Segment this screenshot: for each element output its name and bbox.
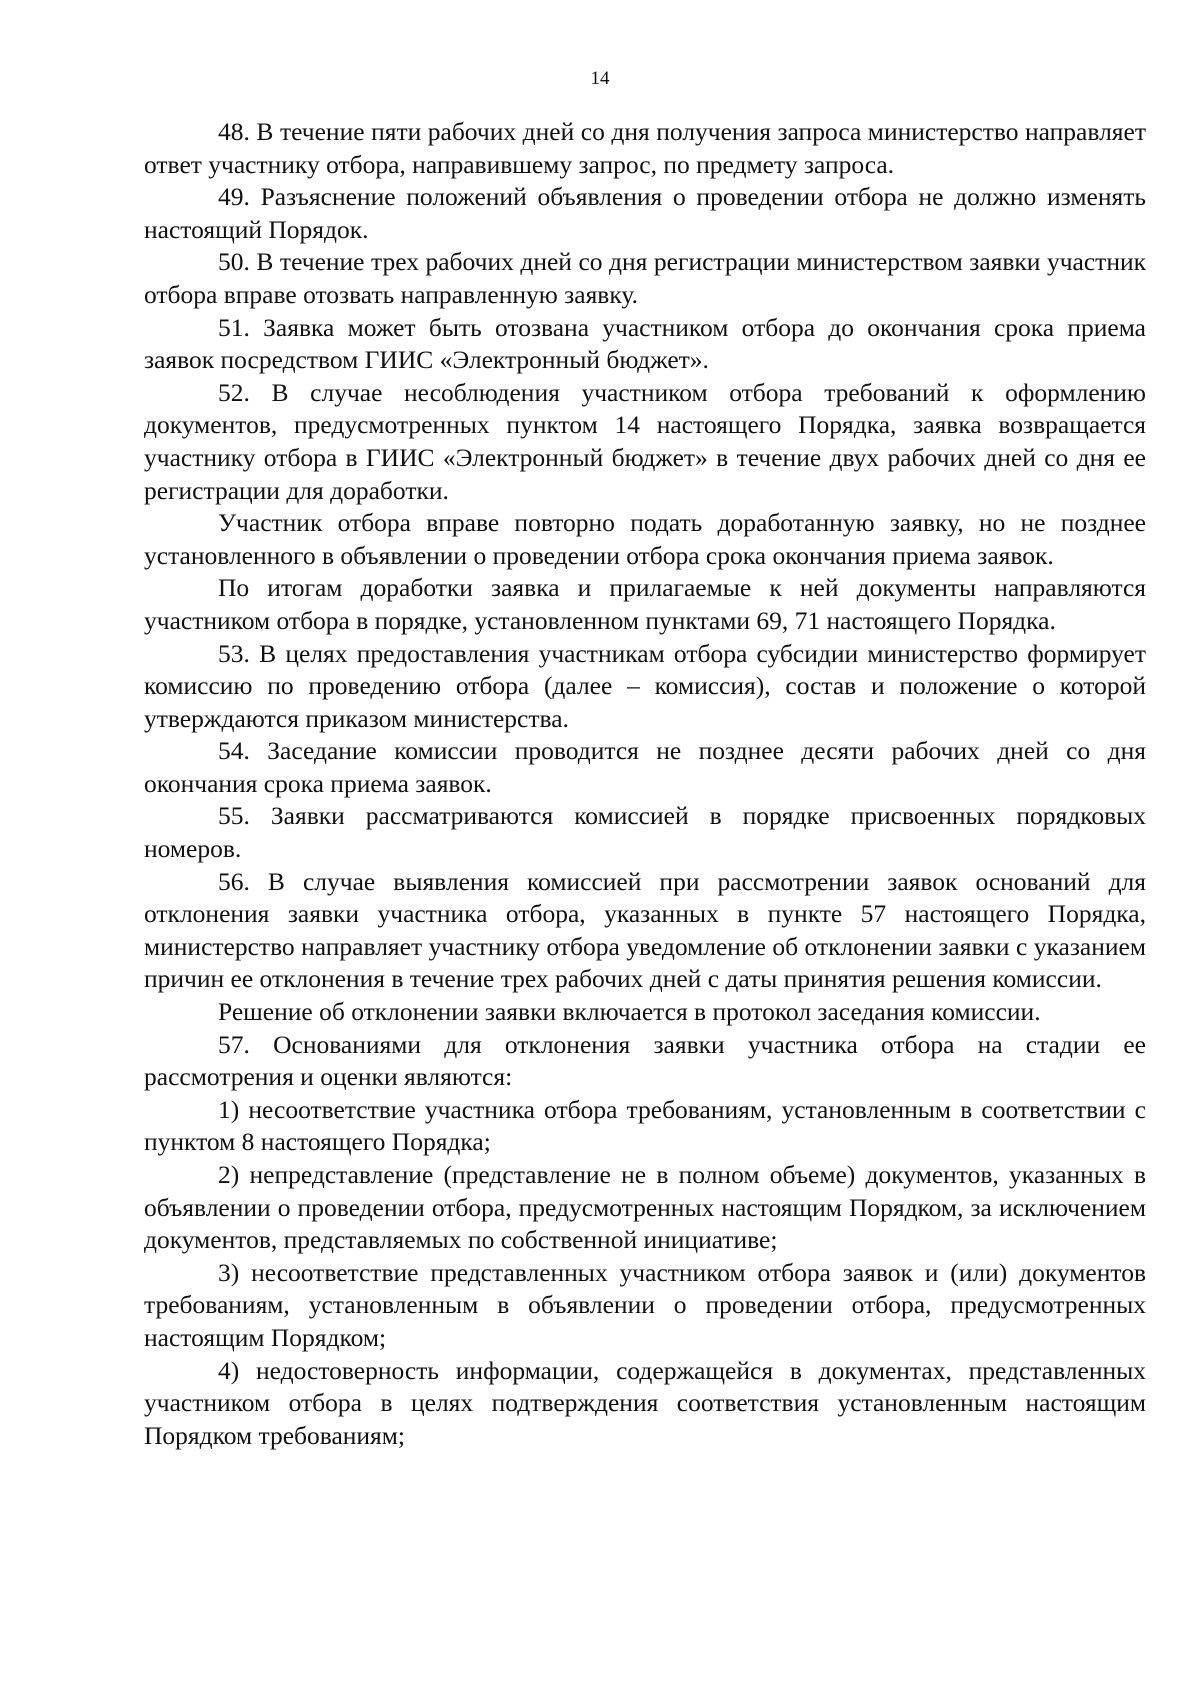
paragraph-52-resubmit: Участник отбора вправе повторно подать доработанную заявку, но не позднее установленного в объявлении о проведении отбора срока окончания приема заявок. [144,508,1146,570]
list-item-1: 1) несоответствие участника отбора требованиям, установленным в соответствии с пунктом 8 настоящего Порядка; [144,1094,1146,1157]
page-number: 14 [590,68,610,89]
paragraph-51: 51. Заявка может быть отозвана участником отбора до окончания срока приема заявок посредством ГИИС «Электронный бюджет». [144,312,1146,375]
document-body [144,116,1146,1452]
paragraph-52-result: По итогам доработки заявка и прилагаемые к ней документы направляются участником отбора в порядке, установленном пунктами 69, 71 настоящего Порядка. [144,573,1146,635]
paragraph-56-decision: Решение об отклонении заявки включается в протокол заседания комиссии. [218,997,1041,1027]
paragraph-55: 55. Заявки рассматриваются комиссией в порядке присвоенных порядковых номеров. [144,801,1146,864]
paragraph-49: 49. Разъяснение положений объявления о проведении отбора не должно изменять настоящий Порядок. [144,182,1146,244]
paragraph-52: 52. В случае несоблюдения участником отбора требований к оформлению документов, предусмотренных пунктом 14 настоящего Порядка, заявка возвращается участнику отбора в ГИИС «Электронный бюджет» в течение двух рабочих дней со дня ее регистрации для доработки. [144,377,1146,505]
paragraph-48: 48. В течение пяти рабочих дней со дня получения запроса министерство направляет ответ участнику отбора, направившему запрос, по предмету запроса. [144,117,1146,179]
paragraph-50: 50. В течение трех рабочих дней со дня регистрации министерством заявки участник отбора вправе отозвать направленную заявку. [144,247,1146,309]
paragraph-54: 54. Заседание комиссии проводится не позднее десяти рабочих дней со дня окончания срока приема заявок. [144,736,1146,798]
paragraph-53: 53. В целях предоставления участникам отбора субсидии министерство формирует комиссию по проведению отбора (далее – комиссия), состав и положение о которой утверждаются приказом министерства. [144,638,1146,733]
paragraph-57: 57. Основаниями для отклонения заявки участника отбора на стадии ее рассмотрения и оценки являются: [144,1029,1146,1092]
list-item-2: 2) непредставление (представление не в полном объеме) документов, указанных в объявлении о проведении отбора, предусмотренных настоящим Порядком, за исключением документов, представляемых по собственной инициативе; [144,1160,1146,1255]
list-item-3: 3) несоответствие представленных участником отбора заявок и (или) документов требованиям, установленным в объявлении о проведении отбора, предусмотренных настоящим Порядком; [144,1257,1146,1352]
list-item-4: 4) недостоверность информации, содержащейся в документах, представленных участником отбора в целях подтверждения соответствия установленным настоящим Порядком требованиям; [144,1355,1146,1450]
paragraph-56: 56. В случае выявления комиссией при рассмотрении заявок оснований для отклонения заявки участника отбора, указанных в пункте 57 настоящего Порядка, министерство направляет участнику отбора уведомление об отклонении заявки с указанием причин ее отклонения в течение трех рабочих дней с даты принятия решения комиссии. [144,866,1146,994]
